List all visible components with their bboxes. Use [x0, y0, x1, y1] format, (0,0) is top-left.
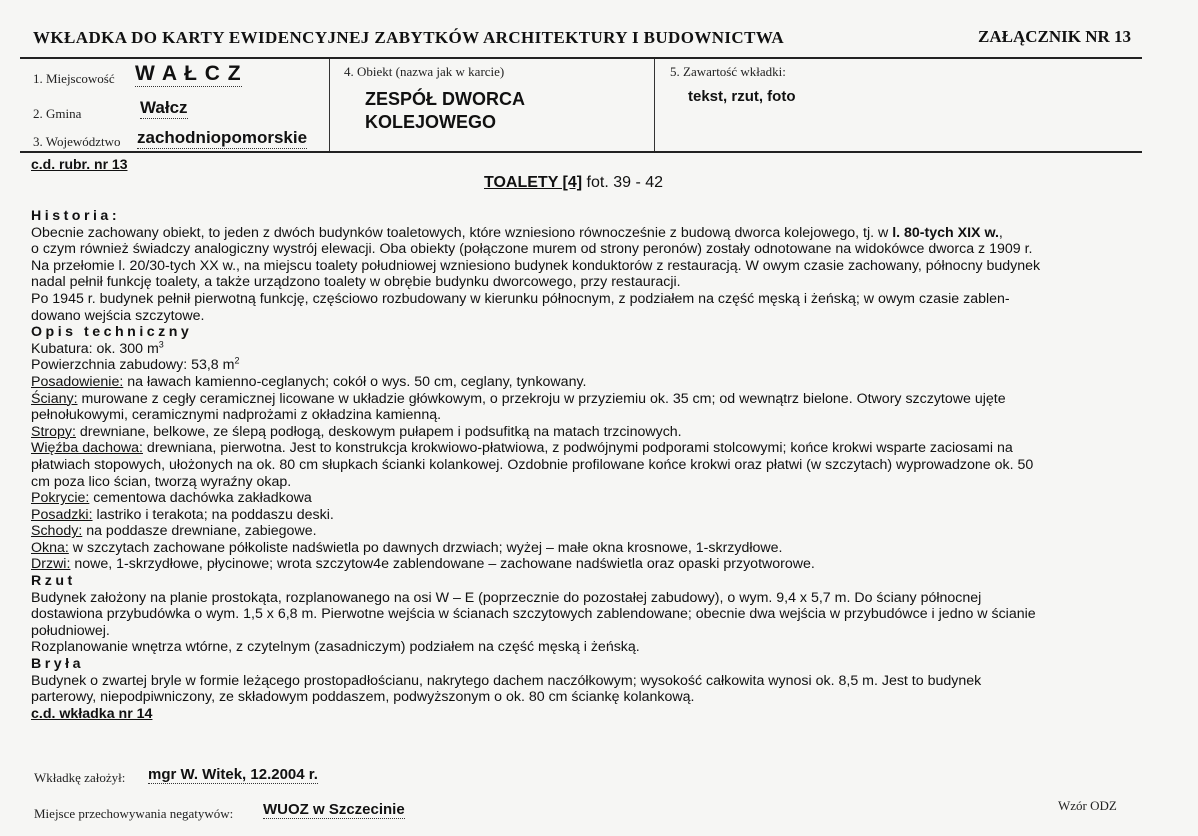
- field-boxes: [20, 57, 1142, 153]
- commune-value: Wałcz: [140, 98, 188, 117]
- pokrycie-label: Pokrycie:: [31, 490, 90, 507]
- posadowienie-text: na ławach kamienno-ceglanych; cokół o wys. 50 cm, ceglany, tynkowany.: [123, 373, 587, 390]
- historia-line: Na przełomie l. 20/30-tych XX w., na miejscu toalety południowej wzniesiono budynek konduktorów z restauracją. W owym czasie zachowany, północny budynek: [31, 257, 1041, 274]
- field-divider: [329, 59, 330, 151]
- wiezba: [31, 440, 1040, 457]
- annex-number: ZAŁĄCZNIK NR 13: [978, 27, 1132, 46]
- author-value: mgr W. Witek, 12.2004 r.: [148, 766, 318, 783]
- section-photos: fot. 39 - 42: [586, 174, 664, 191]
- heading-rzut: Rzut: [31, 573, 76, 590]
- wiezba-label: Więźba dachowa:: [31, 440, 143, 457]
- wiezba-text: drewniana, pierwotna. Jest to konstrukcja krokwiowo-płatwiowa, z podwójnymi podporami stolcowymi; końce krokwi wsparte zaciosami na: [142, 440, 1013, 457]
- stropy-text: drewniane, belkowe, ze ślepą podłogą, deskowym pułapem i podsufitką na matach trzcinowych.: [75, 423, 682, 440]
- sciany-cont: pełnołukowymi, ceramicznymi nadprożami z okładzina kamienną.: [31, 407, 442, 424]
- author-label: Wkładkę założył:: [34, 770, 126, 785]
- document-title: WKŁADKA DO KARTY EWIDENCYJNEJ ZABYTKÓW ARCHITEKTURY I BUDOWNICTWA: [33, 28, 785, 47]
- drzwi: [31, 556, 1040, 573]
- locality-label: 1. Miejscowość: [33, 71, 115, 86]
- contents-label: 5. Zawartość wkładki:: [670, 64, 786, 79]
- posadowienie-label: Posadowienie:: [31, 373, 124, 390]
- posadzki-text: lastriko i terakota; na poddaszu deski.: [92, 506, 334, 523]
- commune-label: 2. Gmina: [33, 106, 82, 121]
- schody-label: Schody:: [31, 523, 83, 540]
- storage-value: WUOZ w Szczecinie: [263, 801, 405, 818]
- powierzchnia-text: Powierzchnia zabudowy: 53,8 m: [31, 357, 235, 374]
- voivodeship-value: zachodniopomorskie: [137, 128, 308, 147]
- historia-text: ,: [998, 224, 1003, 241]
- historia-line: dowano wejścia szczytowe.: [31, 307, 205, 324]
- document-body: [31, 208, 1040, 722]
- storage-label: Miejsce przechowywania negatywów:: [34, 806, 234, 821]
- bryla-line: Budynek o zwartej bryle w formie leżącego prostopadłościanu, nakrytego dachem naczółkowym; wysokość całkowita wynosi ok. 8,5 m. Jest to budynek: [31, 672, 982, 689]
- okna-label: Okna:: [31, 539, 69, 556]
- template-label: Wzór ODZ: [1058, 798, 1117, 813]
- powierzchnia-unit-exponent: 2: [234, 355, 240, 366]
- object-value-line2: KOLEJOWEGO: [365, 112, 497, 132]
- stropy: [31, 424, 1040, 441]
- stropy-label: Stropy:: [31, 423, 76, 440]
- locality-value: W A Ł C Z: [135, 62, 242, 85]
- pokrycie: [31, 490, 1040, 507]
- sciany: [31, 391, 1040, 408]
- historia-line: nadal pełnił funkcję toalety, a także urządzono toalety w obrębie budynku dworcowego, przy restauracji.: [31, 274, 681, 291]
- field-divider: [654, 59, 655, 151]
- object-value-line1: ZESPÓŁ DWORCA: [365, 89, 525, 109]
- sciany-label: Ściany:: [31, 390, 78, 407]
- historia-date: l. 80-tych XIX w.: [892, 224, 999, 241]
- object-label: 4. Obiekt (nazwa jak w karcie): [344, 64, 505, 79]
- kubatura-text: Kubatura: ok. 300 m: [31, 340, 159, 357]
- drzwi-label: Drzwi:: [31, 556, 71, 573]
- heading-historia: Historia:: [31, 208, 121, 224]
- heading-bryla: Bryła: [31, 656, 84, 673]
- kubatura: [31, 341, 1040, 358]
- rzut-line: południowej.: [31, 622, 110, 639]
- wiezba-cont: cm poza lico ścian, tworzą wyraźny okap.: [31, 473, 292, 490]
- okna-text: w szczytach zachowane półkoliste nadświetla po dawnych drzwiach; wyżej – małe okna krosnowe, 1-skrzydłowe.: [68, 539, 783, 556]
- posadzki-label: Posadzki:: [31, 506, 93, 523]
- pokrycie-text: cementowa dachówka zakładkowa: [89, 490, 312, 507]
- historia-line: o czym również świadczy analogiczny wystrój elewacji. Oba obiekty (połączone murem od strony peronów) zostały odnotowane na widokówce dworca z 1909 r.: [31, 241, 1033, 258]
- continuation-bottom: c.d. wkładka nr 14: [31, 705, 153, 722]
- drzwi-text: nowe, 1-skrzydłowe, płycinowe; wrota szczytow4e zablendowane – zachowane nadświetla oraz opaski przyotworowe.: [70, 556, 815, 573]
- continuation-top: c.d. rubr. nr 13: [31, 156, 128, 172]
- schody: [31, 523, 1040, 540]
- powierzchnia: [31, 357, 1040, 374]
- historia-line: [31, 225, 1040, 242]
- schody-text: na poddasze drewniane, zabiegowe.: [82, 523, 317, 540]
- sciany-text: murowane z cegły ceramicznej licowane w układzie główkowym, o przekroju w przyziemiu ok. 35 cm; od wewnątrz bielone. Otwory szczytowe ujęte: [77, 390, 1006, 407]
- kubatura-unit-exponent: 3: [158, 339, 164, 350]
- historia-line: Po 1945 r. budynek pełnił pierwotną funkcję, częściowo rozbudowany w kierunku północnym, z podziałem na część męską i żeńską; w owym czasie zablen-: [31, 290, 1010, 307]
- bryla-line: parterowy, niepodpiwniczony, ze składowym poddaszem, podwyższonym o ok. 80 cm ściankę kolankową.: [31, 689, 695, 706]
- okna: [31, 540, 1040, 557]
- rzut-line: Rozplanowanie wnętrza wtórne, z czytelnym (zasadniczym) podziałem na część męską i żeńską.: [31, 639, 640, 656]
- wiezba-cont: płatwiach stopowych, ułożonych na ok. 80 cm słupkach ścianki kolankowej. Ozdobnie profilowane końce krokwi oraz płatwi (w szczytach) wyprowadzone ok. 50: [31, 456, 1034, 473]
- historia-text: Obecnie zachowany obiekt, to jeden z dwóch budynków toaletowych, które wzniesiono równocześnie z budową dworca kolejowego, tj. w: [31, 224, 893, 241]
- heading-opis: Opis techniczny: [31, 324, 193, 341]
- posadzki: [31, 507, 1040, 524]
- rzut-line: Budynek założony na planie prostokąta, rozplanowanego na osi W – E (poprzecznie do pozostałej zabudowy), o wym. 9,4 x 5,7 m. Do ściany północnej: [31, 589, 982, 606]
- section-title-text: TOALETY [4]: [484, 174, 583, 191]
- rzut-line: dostawiona przybudówka o wym. 1,5 x 6,8 m. Pierwotne wejścia w ścianach szczytowych zablendowane; obecnie dwa wejścia w przybudówce i jedno w ścianie: [31, 606, 1036, 623]
- section-title: [484, 174, 663, 192]
- posadowienie: [31, 374, 1040, 391]
- contents-value: tekst, rzut, foto: [688, 88, 796, 105]
- voivodeship-label: 3. Województwo: [33, 134, 121, 149]
